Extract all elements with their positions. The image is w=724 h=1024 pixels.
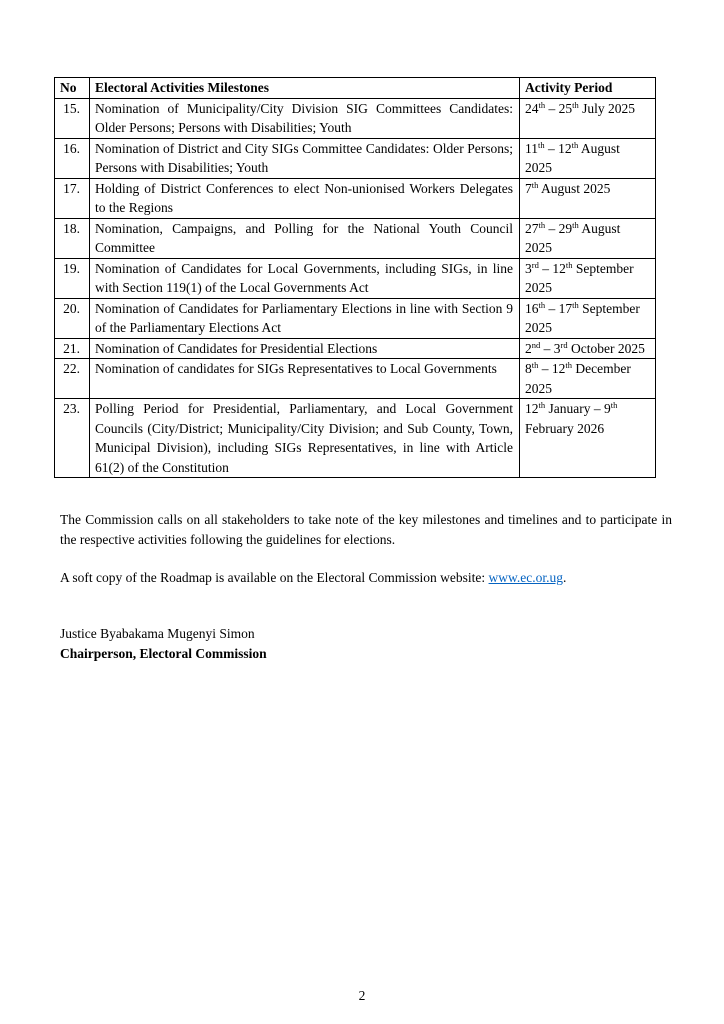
activity-period — [520, 98, 656, 138]
period-ordinal-start: th — [531, 360, 539, 370]
table-row — [55, 258, 656, 298]
period-month-year: July 2025 — [578, 100, 636, 116]
table-row — [55, 399, 656, 478]
period-day-end: 9 — [603, 401, 611, 416]
period-day-start: 8 — [525, 361, 532, 376]
period-separator: – — [538, 361, 552, 376]
period-month-year: September 2025 — [525, 260, 634, 295]
period-ordinal-start: th — [538, 139, 545, 150]
activity-period — [520, 298, 656, 338]
period-ordinal-start: rd — [531, 259, 539, 270]
activity-period — [520, 178, 656, 218]
period-ordinal-start: th — [538, 299, 546, 310]
period-day-start: 16 — [525, 300, 539, 316]
period-day-start: 24 — [525, 100, 539, 116]
table-row — [55, 218, 656, 258]
period-separator: – — [538, 260, 553, 276]
milestone-description: Holding of District Conferences to elect Non-unionised Workers Delegates to the Regions — [90, 178, 520, 218]
row-number: 20. — [55, 298, 90, 338]
row-number: 23. — [55, 399, 90, 478]
milestones-table — [54, 77, 656, 478]
period-ordinal-start: th — [531, 179, 539, 190]
period-day-end: 3 — [553, 340, 561, 356]
period-day-end: 12 — [552, 260, 566, 276]
period-month-year: February 2026 — [525, 420, 605, 436]
period-separator: – — [540, 340, 554, 356]
table-row — [55, 98, 656, 138]
row-number: 15. — [55, 98, 90, 138]
stakeholder-notice: The Commission calls on all stakeholders to take note of the key milestones and timelines and to participate in the respective activities following the guidelines for elections. — [60, 512, 672, 547]
header-no: No — [55, 78, 90, 99]
period-ordinal-end: th — [572, 299, 579, 310]
period-ordinal-end: th — [572, 99, 579, 110]
period-ordinal-start: nd — [531, 339, 541, 350]
period-month-year: August 2025 — [525, 220, 621, 255]
milestone-description: Polling Period for Presidential, Parliamentary, and Local Government Councils (City/District; Municipality/City Division; and Sub County, Town, Municipal Division), including SIGs Representatives, in line with Article 61(2) of the Constitution — [90, 399, 520, 478]
table-row — [55, 359, 656, 399]
milestone-description: Nomination, Campaigns, and Polling for the National Youth Council Committee — [90, 218, 520, 258]
period-ordinal-end: th — [565, 259, 573, 270]
period-separator: – — [545, 220, 559, 236]
table-row — [55, 178, 656, 218]
roadmap-note-end: . — [563, 570, 567, 585]
period-separator: – — [545, 300, 559, 316]
page-number: 2 — [358, 988, 366, 1003]
activity-period — [520, 399, 656, 478]
period-month-year: September 2025 — [525, 300, 640, 335]
milestone-description: Nomination of Candidates for Parliamentary Elections in line with Section 9 of the Parliamentary Elections Act — [90, 298, 520, 338]
row-number: 18. — [55, 218, 90, 258]
period-ordinal-end: th — [572, 219, 579, 230]
period-ordinal-start: th — [538, 99, 546, 110]
period-month-year: August 2025 — [525, 140, 620, 175]
period-separator: January – — [545, 401, 604, 416]
milestone-description: Nomination of Candidates for Presidential Elections — [90, 338, 520, 359]
table-row — [55, 138, 656, 178]
table-header-row — [55, 78, 656, 99]
period-day-start: 27 — [525, 220, 539, 236]
period-day-start: 12 — [525, 401, 539, 416]
row-number: 19. — [55, 258, 90, 298]
table-row — [55, 298, 656, 338]
period-ordinal-end: th — [610, 400, 618, 410]
signatory-name: Justice Byabakama Mugenyi Simon — [60, 626, 255, 641]
period-day-start: 7 — [525, 180, 532, 196]
period-day-start: 3 — [525, 260, 532, 276]
milestone-description: Nomination of District and City SIGs Committee Candidates: Older Persons; Persons with Disabilities; Youth — [90, 138, 520, 178]
period-month-year: October 2025 — [567, 340, 645, 356]
period-ordinal-end: th — [565, 360, 572, 370]
milestone-description: Nomination of candidates for SIGs Representatives to Local Governments — [90, 359, 520, 399]
signature-block — [60, 624, 672, 663]
period-day-start: 2 — [525, 340, 532, 356]
period-day-end: 29 — [558, 220, 573, 236]
milestone-description: Nomination of Candidates for Local Governments, including SIGs, in line with Section 119(1) of the Local Governments Act — [90, 258, 520, 298]
website-link[interactable]: www.ec.or.ug — [488, 570, 564, 585]
activity-period — [520, 218, 656, 258]
table-body — [55, 98, 656, 478]
activity-period — [520, 338, 656, 359]
period-day-end: 12 — [551, 361, 566, 376]
period-separator: – — [544, 140, 559, 156]
period-ordinal-end: th — [571, 139, 579, 150]
period-ordinal-end: rd — [560, 339, 568, 350]
row-number: 21. — [55, 338, 90, 359]
period-ordinal-start: th — [538, 219, 546, 230]
period-ordinal-start: th — [538, 400, 546, 410]
table-row — [55, 338, 656, 359]
signatory-title: Chairperson, Electoral Commission — [60, 645, 267, 661]
period-month-year: December 2025 — [525, 361, 631, 396]
activity-period — [520, 138, 656, 178]
period-day-start: 11 — [525, 140, 538, 156]
activity-period — [520, 359, 656, 399]
period-separator: August 2025 — [538, 180, 611, 196]
roadmap-note-text: A soft copy of the Roadmap is available on the Electoral Commission website: — [60, 570, 489, 585]
activity-period — [520, 258, 656, 298]
row-number: 17. — [55, 178, 90, 218]
header-period: Activity Period — [520, 78, 656, 99]
row-number: 16. — [55, 138, 90, 178]
period-day-end: 12 — [558, 140, 572, 156]
row-number: 22. — [55, 359, 90, 399]
period-separator: – — [545, 100, 559, 116]
period-day-end: 17 — [558, 300, 573, 316]
header-milestone: Electoral Activities Milestones — [90, 78, 520, 99]
period-day-end: 25 — [558, 100, 573, 116]
roadmap-availability-note — [60, 568, 672, 588]
milestone-description: Nomination of Municipality/City Division SIG Committees Candidates: Older Persons; Persons with Disabilities; Youth — [90, 98, 520, 138]
